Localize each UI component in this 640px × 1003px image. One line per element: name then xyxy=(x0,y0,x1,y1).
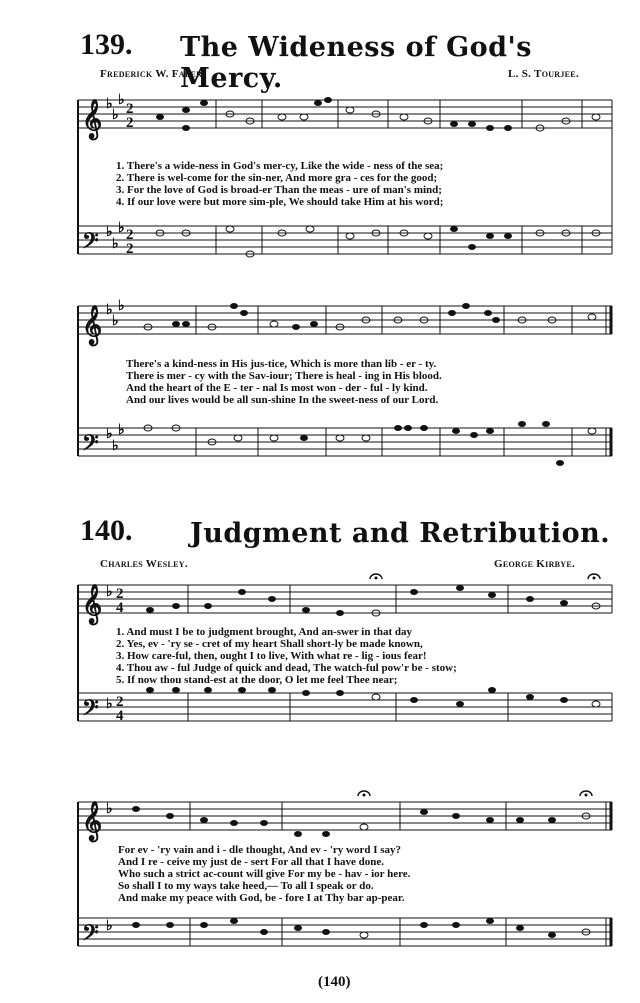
hymn-139-author: Frederick W. Faber. xyxy=(100,68,206,80)
lyric-line: Who such a strict ac-count will give For my be - hav - ior here. xyxy=(118,868,411,880)
bass-clef-icon: 𝄢 xyxy=(82,696,99,725)
svg-text:4: 4 xyxy=(116,708,124,724)
svg-text:♭: ♭ xyxy=(106,585,113,600)
bass-clef-icon: 𝄢 xyxy=(82,431,99,460)
lyric-line: There is mer - cy with the Sav-iour; There is heal - ing in His blood. xyxy=(126,370,442,382)
svg-text:2: 2 xyxy=(116,694,124,710)
svg-text:♭: ♭ xyxy=(112,108,119,123)
lyric-line: 3. For the love of God is broad-er Than the meas - ure of man's mind; xyxy=(116,184,442,196)
staff-139-1-treble xyxy=(78,100,612,128)
staff-139-2-treble xyxy=(78,306,612,334)
svg-text:♭: ♭ xyxy=(118,423,125,438)
hymn-140-number: 140. xyxy=(80,514,133,547)
lyric-line: 4. Thou aw - ful Judge of quick and dead, The watch-ful pow'r be - stow; xyxy=(116,662,457,674)
fermata-dots xyxy=(363,577,596,797)
bass-clef-icon: 𝄢 xyxy=(82,921,99,950)
lyric-line: And the heart of the E - ter - nal Is most won - der - ful - ly kind. xyxy=(126,382,428,394)
lyric-line: 2. There is wel-come for the sin-ner, And more gra - ces for the good; xyxy=(116,172,438,184)
svg-text:2: 2 xyxy=(126,241,134,257)
lyric-line: 5. If now thou stand-est at the door, O let me feel Thee near; xyxy=(116,674,398,686)
treble-clef-icon: 𝄞 xyxy=(82,101,103,138)
svg-text:♭: ♭ xyxy=(106,303,113,318)
bass-clef-icon: 𝄢 xyxy=(82,229,99,258)
svg-text:2: 2 xyxy=(126,115,134,131)
lyric-line: There's a kind-ness in His jus-tice, Which is more than lib - er - ty. xyxy=(126,358,437,370)
lyric-line: And our lives would be all sun-shine In the sweet-ness of our Lord. xyxy=(126,394,439,406)
svg-text:♭: ♭ xyxy=(106,97,113,112)
staff-140-2-treble xyxy=(78,802,612,830)
svg-text:♭: ♭ xyxy=(106,802,113,817)
hymn-139-title: The Wideness of God's Mercy. xyxy=(180,32,533,94)
lyric-line: For ev - 'ry vain and i - dle thought, And ev - 'ry word I say? xyxy=(118,844,402,856)
treble-clef-icon: 𝄞 xyxy=(82,307,103,344)
hymn-140-author: Charles Wesley. xyxy=(100,558,188,570)
svg-text:♭: ♭ xyxy=(106,697,113,712)
svg-text:♭: ♭ xyxy=(112,314,119,329)
hymn-140-composer: George Kirbye. xyxy=(494,558,576,570)
svg-text:2: 2 xyxy=(126,101,134,117)
treble-clef-icon: 𝄞 xyxy=(82,803,103,840)
staff-139-2-bass xyxy=(78,428,612,456)
svg-text:♭: ♭ xyxy=(118,93,125,108)
lyric-line: 2. Yes, ev - 'ry se - cret of my heart Shall short-ly be made known, xyxy=(116,638,423,650)
hymn-139-composer: L. S. Tourjee. xyxy=(508,68,579,80)
svg-text:♭: ♭ xyxy=(118,299,125,314)
lyric-line: 1. And must I be to judgment brought, And an-swer in that day xyxy=(116,626,413,638)
svg-text:♭: ♭ xyxy=(112,237,119,252)
svg-text:♭: ♭ xyxy=(106,919,113,934)
svg-text:♭: ♭ xyxy=(118,221,125,236)
svg-text:♭: ♭ xyxy=(112,439,119,454)
page-number: (140) xyxy=(318,974,351,990)
svg-text:♭: ♭ xyxy=(106,427,113,442)
lyric-line: And make my peace with God, be - fore I at Thy bar ap-pear. xyxy=(118,892,405,904)
lyric-line: And I re - ceive my just de - sert For all that I have done. xyxy=(118,856,385,868)
lyric-line: 4. If our love were but more sim-ple, We should take Him at his word; xyxy=(116,196,444,208)
lyric-line: 1. There's a wide-ness in God's mer-cy, Like the wide - ness of the sea; xyxy=(116,160,444,172)
lyric-line: So shall I to my ways take heed,— To all I speak or do. xyxy=(118,880,374,892)
hymn-140-title: Judgment and Retribution. xyxy=(190,518,611,549)
hymn-139-number: 139. xyxy=(80,28,133,61)
svg-text:2: 2 xyxy=(126,227,134,243)
svg-text:2: 2 xyxy=(116,586,124,602)
treble-clef-icon: 𝄞 xyxy=(82,586,103,623)
lyric-line: 3. How care-ful, then, ought I to live, With what re - lig - ious fear! xyxy=(116,650,427,662)
svg-text:4: 4 xyxy=(116,600,124,616)
svg-text:♭: ♭ xyxy=(106,225,113,240)
staff-140-2-bass xyxy=(78,918,612,946)
